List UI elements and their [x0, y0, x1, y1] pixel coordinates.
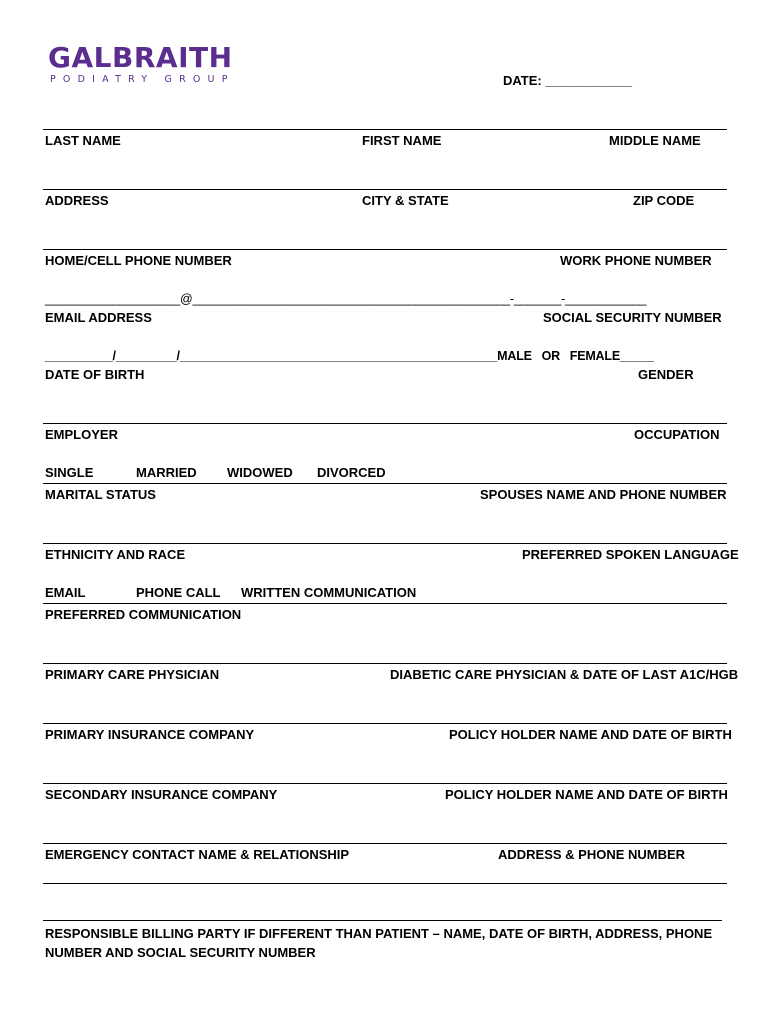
zip-code-label: ZIP CODE: [633, 193, 695, 208]
option-phone-call[interactable]: PHONE CALL: [136, 585, 221, 600]
marital-line[interactable]: [43, 483, 727, 484]
email-ssn-input-line[interactable]: ____________________@_______________________________________________-_______-____________: [45, 292, 647, 306]
employer-label: EMPLOYER: [45, 427, 118, 442]
option-single[interactable]: SINGLE: [45, 465, 94, 480]
primary-insurance-label: PRIMARY INSURANCE COMPANY: [45, 727, 255, 742]
logo-wordmark: GALBRAITH: [48, 41, 233, 74]
diabetic-care-physician-label: DIABETIC CARE PHYSICIAN & DATE OF LAST A1C/HGB: [390, 667, 739, 682]
first-name-label: FIRST NAME: [362, 133, 442, 148]
option-widowed[interactable]: WIDOWED: [227, 465, 293, 480]
emergency-contact-label: EMERGENCY CONTACT NAME & RELATIONSHIP: [45, 847, 350, 862]
communication-line[interactable]: [43, 603, 727, 604]
city-state-label: CITY & STATE: [362, 193, 449, 208]
option-written-communication[interactable]: WRITTEN COMMUNICATION: [241, 585, 417, 600]
date-field[interactable]: DATE: ____________: [503, 73, 633, 88]
billing-line[interactable]: [43, 920, 722, 921]
occupation-label: OCCUPATION: [634, 427, 720, 442]
option-divorced[interactable]: DIVORCED: [317, 465, 386, 480]
phone-line[interactable]: [43, 249, 727, 250]
last-name-label: LAST NAME: [45, 133, 121, 148]
name-line[interactable]: [43, 129, 727, 130]
ssn-label: SOCIAL SECURITY NUMBER: [543, 310, 722, 325]
primary-policy-holder-label: POLICY HOLDER NAME AND DATE OF BIRTH: [449, 727, 732, 742]
billing-party-label-line2: NUMBER AND SOCIAL SECURITY NUMBER: [45, 945, 316, 960]
emergency-contact-line[interactable]: [43, 843, 727, 844]
middle-name-label: MIDDLE NAME: [609, 133, 701, 148]
date-of-birth-label: DATE OF BIRTH: [45, 367, 145, 382]
dob-gender-input-line[interactable]: __________/_________/_______________________________________________MALE OR FEMALE_____: [45, 349, 654, 363]
emergency-address-phone-label: ADDRESS & PHONE NUMBER: [498, 847, 686, 862]
secondary-insurance-label: SECONDARY INSURANCE COMPANY: [45, 787, 278, 802]
option-email[interactable]: EMAIL: [45, 585, 86, 600]
secondary-policy-holder-label: POLICY HOLDER NAME AND DATE OF BIRTH: [445, 787, 728, 802]
marital-status-label: MARITAL STATUS: [45, 487, 156, 502]
preferred-language-label: PREFERRED SPOKEN LANGUAGE: [522, 547, 739, 562]
address-line[interactable]: [43, 189, 727, 190]
spouse-name-phone-label: SPOUSES NAME AND PHONE NUMBER: [480, 487, 727, 502]
billing-party-label-line1: RESPONSIBLE BILLING PARTY IF DIFFERENT THAN PATIENT – NAME, DATE OF BIRTH, ADDRESS, PHONE: [45, 926, 713, 941]
ethnicity-line[interactable]: [43, 543, 727, 544]
gender-label: GENDER: [638, 367, 694, 382]
secondary-insurance-line[interactable]: [43, 783, 727, 784]
address-label: ADDRESS: [45, 193, 109, 208]
email-address-label: EMAIL ADDRESS: [45, 310, 152, 325]
option-married[interactable]: MARRIED: [136, 465, 197, 480]
work-phone-label: WORK PHONE NUMBER: [560, 253, 712, 268]
primary-insurance-line[interactable]: [43, 723, 727, 724]
home-cell-phone-label: HOME/CELL PHONE NUMBER: [45, 253, 232, 268]
primary-care-physician-label: PRIMARY CARE PHYSICIAN: [45, 667, 220, 682]
physician-line[interactable]: [43, 663, 727, 664]
logo-subtitle: PODIATRY GROUP: [50, 74, 235, 85]
billing-top-line[interactable]: [43, 883, 727, 884]
preferred-communication-label: PREFERRED COMMUNICATION: [45, 607, 242, 622]
employer-line[interactable]: [43, 423, 727, 424]
ethnicity-race-label: ETHNICITY AND RACE: [45, 547, 186, 562]
